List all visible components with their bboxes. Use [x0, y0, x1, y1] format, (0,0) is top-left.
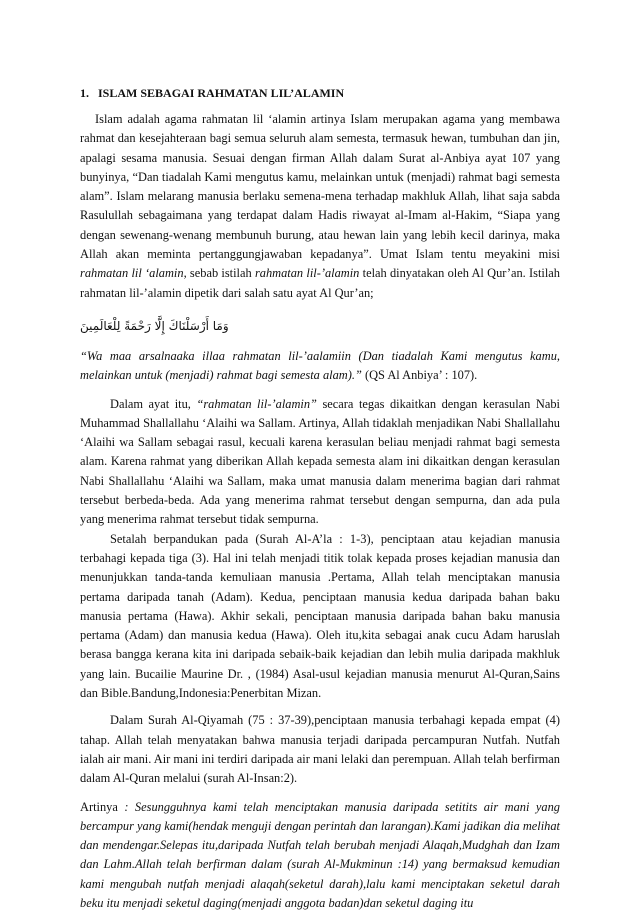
paragraph-intro: [80, 110, 560, 303]
text-run: sebab istilah: [187, 266, 255, 280]
italic-term: “rahmatan lil-’alamin”: [196, 397, 317, 411]
text-run: secara tegas dikaitkan dengan kerasulan Nabi Muhammad Shallallahu ‘Alaihi wa Sallam. Artinya, Allah tidaklah menjadikan Nabi Shallallahu ‘Alaihi wa Sallam sebagai rasul, kecuali karena kerasulan beliau menjadi rahmat bagi semesta alam. Karena rahmat yang diberikan Allah kepada semesta alam ini dikaitkan dengan kerasulan Nabi Shallallahu ‘Alaihi wa Sallam, maka umat manusia dalam menerima bagian dari rahmat tersebut berbeda-beda. Ada yang menerima rahmat tersebut dengan sempurna, dan ada pula yang menerima rahmat tersebut tidak sempurna.: [80, 397, 560, 527]
verse-reference: (QS Al Anbiya’ : 107).: [362, 368, 477, 382]
italic-term: rahmatan lil-’alamin: [255, 266, 359, 280]
paragraph-explanation: [80, 395, 560, 530]
italic-term: rahmatan lil ‘alamin,: [80, 266, 187, 280]
paragraph-qiyamah: Dalam Surah Al-Qiyamah (75 : 37-39),penciptaan manusia terbahagi kepada empat (4) tahap. Allah telah menyatakan bahwa manusia terjadi daripada percampuran Nutfah. Nutfah ialah air mani. Air mani ini terdiri daripada air mani lelaki dan perempuan. Allah telah berfirman dalam Al-Quran melalui (surah Al-Insan:2).: [80, 711, 560, 788]
arabic-verse-block: [80, 317, 560, 335]
section-number: 1.: [80, 86, 98, 101]
arabic-verse: وَمَا أَرْسَلْنَاكَ إِلَّا رَحْمَةً لِلْعَالَمِينَ: [80, 319, 229, 333]
section-heading: [80, 86, 560, 101]
italic-meaning: : Sesungguhnya kami telah menciptakan manusia daripada setitits air mani yang bercampur yang kami(hendak menguji dengan perintah dan larangan).Kami jadikan dia melihat dan mendengar.Selepas itu,daripada Nutfah telah berubah menjadi Alaqah,Mudghah dan Izam dan Lahm.Allah telah berfirman dalam (surah Al-Mukminun :14) yang bermaksud kemudian kami mengubah nutfah menjadi alaqah(seketul darah),lalu kami menciptakan seketul darah beku itu menjadi seketul daging(menjadi anggota badan)dan seketul daging itu: [80, 800, 560, 910]
paragraph-meaning: [80, 798, 560, 913]
text-run: Artinya: [80, 800, 118, 814]
section-title: ISLAM SEBAGAI RAHMATAN LIL’ALAMIN: [98, 86, 344, 100]
text-run: Islam adalah agama rahmatan lil ‘alamin artinya Islam merupakan agama yang membawa rahmat dan kesejahteraan bagi semua seluruh alam semesta, termasuk hewan, tumbuhan dan jin, apalagi sesama manusia. Sesuai dengan firman Allah dalam Surat al-Anbiya ayat 107 yang bunyinya, “Dan tiadalah Kami mengutus kamu, melainkan untuk (menjadi) rahmat bagi semesta alam”. Islam melarang manusia berlaku semena-mena terhadap makhluk Allah, lihat saja sabda Rasulullah sebagaimana yang terdapat dalam Hadis riwayat al-Imam al-Hakim, “Siapa yang dengan sewenang-wenang membunuh burung, atau hewan lain yang lebih kecil darinya, maka Allah akan meminta pertanggungjawaban kepadanya”. Umat Islam tentu meyakini misi: [80, 112, 560, 261]
document-page: [80, 86, 560, 913]
text-run: Dalam ayat itu,: [110, 397, 196, 411]
verse-translation: “Wa maa arsalnaaka illaa rahmatan lil-’aalamiin (Dan tiadalah Kami mengutus kamu, melainkan untuk (menjadi) rahmat bagi semesta alam).”: [80, 349, 560, 382]
text-run: telah dinyatakan oleh Al Qur’an. Istilah rahmatan lil-’alamin dipetik dari salah satu ayat Al Qur’an;: [80, 266, 560, 299]
paragraph-verse-translation: [80, 347, 560, 386]
paragraph-creation: Setalah berpandukan pada (Surah Al-A’la : 1-3), penciptaan atau kejadian manusia terbahagi kepada tiga (3). Hal ini telah menjadi titik tolak kepada proses kejadian manusia dan menunjukkan tanda-tanda kemuliaan manusia .Pertama, Allah telah menciptakan manusia pertama daripada tanah (Adam). Kedua, penciptaan manusia kedua daripada bahan baku manusia pertama (Hawa). Akhir sekali, penciptaan manusia daripada bahan baku manusia pertama (Adam) dan manusia kedua (Hawa). Oleh itu,kita sebagai anak cucu Adam haruslah berasa bangga kerana kita ini daripada sebaik-baik kejadian dan lebih mulia daripada makhluk yang lain. Bucailie Maurine Dr. , (1984) Asal-usul kejadian manusia menurut Al-Quran,Sains dan Bible.Bandung,Indonesia:Penerbitan Mizan.: [80, 530, 560, 704]
